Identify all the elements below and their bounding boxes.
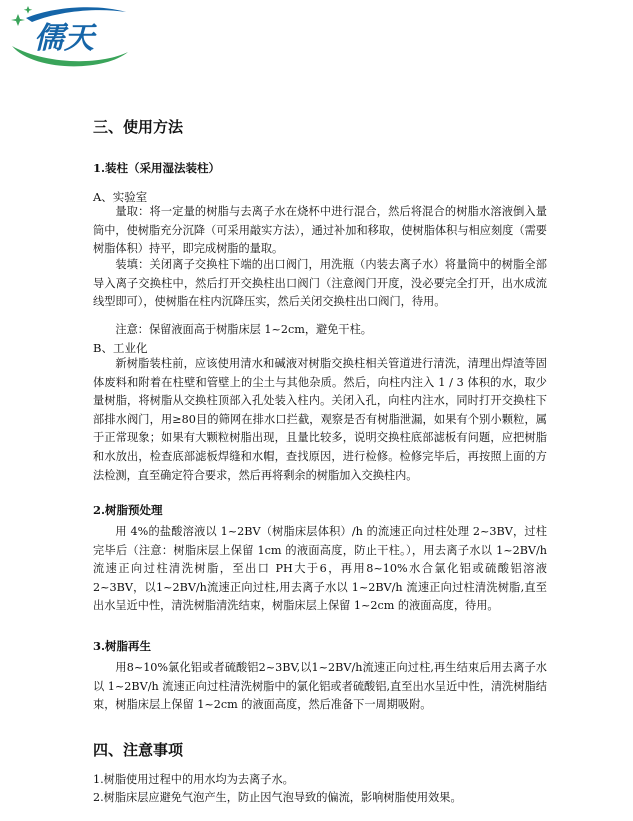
logo-graphic bbox=[4, 2, 134, 70]
note-item: 1.树脂使用过程中的用水均为去离子水。 bbox=[93, 773, 294, 786]
pretreatment-paragraph: 用 4%的盐酸溶液以 1~2BV（树脂床层体积）/h 的流速正向过柱处理 2~3BV，过柱完毕后（注意：树脂床层上保留 1cm 的液面高度，防止干柱。），用去离子水以 1~2BV/h 流速正向过柱清洗树脂，至出口 PH大于6，再用8~10%水合氯化铝或硫酸铝溶液2~3BV，以1~2BV/h流速正向过柱,用去离子水以 1~2BV/h 流速正向过柱清洗树脂,直至出水呈近中性，清洗树脂清洗结束，树脂床层上保留 1~2cm 的液面高度，待用。 bbox=[93, 525, 547, 613]
company-logo bbox=[4, 2, 134, 70]
section-4-title: 四、注意事项 bbox=[93, 741, 184, 759]
logo-text: 儒天 bbox=[34, 21, 94, 56]
industrial-label: B、工业化 bbox=[93, 341, 148, 355]
section-3-2-heading: 2.树脂预处理 bbox=[93, 503, 163, 517]
measure-paragraph: 量取：将一定量的树脂与去离子水在烧杯中进行混合，然后将混合的树脂水溶液倒入量筒中，使树脂充分沉降（可采用敲实方法），通过补加和移取，使树脂体积与相应刻度（需要树脂体积）持平，即完成树脂的量取。 bbox=[93, 205, 547, 256]
logo-arc bbox=[26, 7, 126, 22]
regeneration-paragraph: 用8~10%氯化铝或者硫酸铝2~3BV,以1~2BV/h流速正向过柱,再生结束后用去离子水以 1~2BV/h 流速正向过柱清洗树脂中的氯化铝或者硫酸铝,直至出水呈近中性，清洗树脂结束，树脂床层上保留 1~2cm 的液面高度，然后准备下一周期吸附。 bbox=[93, 661, 547, 712]
note-paragraph: 注意：保留液面高于树脂床层 1~2cm，避免干柱。 bbox=[115, 323, 372, 336]
logo-star-small-icon bbox=[24, 6, 33, 14]
section-3-1-heading: 1.装柱（采用湿法装柱） bbox=[93, 161, 221, 175]
lab-label: A、实验室 bbox=[93, 190, 148, 204]
logo-star-icon bbox=[11, 14, 25, 26]
section-3-3-heading: 3.树脂再生 bbox=[93, 639, 152, 653]
note-item: 2.树脂床层应避免气泡产生，防止因气泡导致的偏流，影响树脂使用效果。 bbox=[93, 791, 462, 804]
industrial-paragraph: 新树脂装柱前，应该使用清水和碱液对树脂交换柱相关管道进行清洗，清理出焊渣等固体废料和附着在柱壁和管壁上的尘土与其他杂质。然后，向柱内注入 1 / 3 体积的水，取少量树脂，将树脂从交换柱顶部入孔处装入柱内。关闭入孔，向柱内注水，同时打开交换柱下部排水阀门，用≥80目的筛网在排水口拦截，观察是否有树脂泄漏，如果有个别小颗粒，属于正常现象；如果有大颗粒树脂出现，且量比较多，说明交换柱底部滤板有问题，应把树脂和水放出，检查底部滤板焊缝和水帽，查找原因，进行检修。检修完毕后，再按照上面的方法检测，直至确定符合要求，然后再将剩余的树脂加入交换柱内。 bbox=[93, 357, 547, 482]
section-3-title: 三、使用方法 bbox=[93, 118, 184, 136]
fill-paragraph: 装填：关闭离子交换柱下端的出口阀门，用洗瓶（内装去离子水）将量筒中的树脂全部导入离子交换柱中，然后打开交换柱出口阀门（注意阀门开度，没必要完全打开，出水成流线型即可），使树脂在柱内沉降压实，然后关闭交换柱出口阀门，待用。 bbox=[93, 258, 547, 309]
